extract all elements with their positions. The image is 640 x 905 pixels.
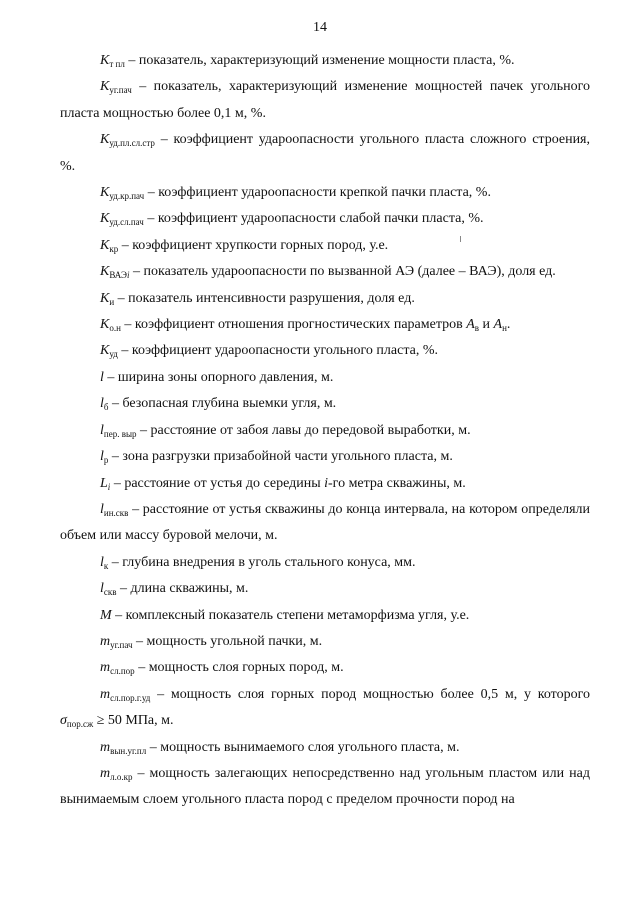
symbol: m xyxy=(100,633,111,649)
symbol-subscript: сл.пор.г.уд xyxy=(110,692,151,703)
symbol: m xyxy=(100,765,111,781)
definition-text: – коэффициент удароопасности крепкой пачки пласта, %. xyxy=(144,185,491,201)
list-item xyxy=(60,418,590,444)
symbol-subscript: к xyxy=(103,560,109,571)
definition-text: – показатель удароопасности по вызванной АЭ (далее – ВАЭ), доля ед. xyxy=(129,264,556,280)
list-item xyxy=(60,74,590,127)
symbol: l xyxy=(100,501,104,517)
symbol-subscript: пер. выр xyxy=(103,428,137,439)
symbol: l xyxy=(100,581,104,597)
list-item xyxy=(60,576,590,602)
symbol-subscript: уд.сл.пач xyxy=(109,217,144,228)
symbol-subscript: уг.пач xyxy=(110,639,133,650)
symbol: K xyxy=(100,79,110,95)
parameter-symbol: A xyxy=(493,317,503,333)
definition-text: – расстояние от забоя лавы до передовой выработки, м. xyxy=(136,422,471,438)
list-item xyxy=(60,312,590,338)
definition-text: и xyxy=(479,317,494,333)
list-item xyxy=(60,365,590,391)
list-item xyxy=(60,471,590,497)
symbol: K xyxy=(100,185,110,201)
list-item xyxy=(60,180,590,206)
definition-text: -го метра скважины, м. xyxy=(328,475,466,491)
list-item xyxy=(60,259,590,285)
symbol-subscript: л.о.кр xyxy=(110,771,133,782)
definition-text: – расстояние от устья скважины до конца интервала, на котором определяли объем или массу буровой мелочи, м. xyxy=(60,501,590,544)
list-item xyxy=(60,48,590,74)
list-item xyxy=(60,735,590,761)
definition-text: – расстояние от устья до середины xyxy=(110,475,325,491)
symbol: l xyxy=(100,369,104,385)
definition-text: . xyxy=(506,317,511,333)
symbol-subscript: о.н xyxy=(109,323,121,334)
index-variable: i xyxy=(324,475,329,491)
definition-text: – коэффициент удароопасности угольного пласта сложного строения, %. xyxy=(60,132,590,174)
definition-text: – коэффициент отношения прогностических параметров xyxy=(120,317,467,333)
symbol-subscript-index: i xyxy=(127,270,130,281)
list-item xyxy=(60,391,590,417)
symbol-subscript: уд xyxy=(109,349,118,360)
symbol-subscript-index: i xyxy=(107,481,111,492)
parameter-symbol: A xyxy=(466,317,475,333)
list-item xyxy=(60,655,590,681)
symbol: K xyxy=(100,53,110,68)
symbol: m xyxy=(100,660,111,676)
list-item xyxy=(60,761,590,814)
symbol-subscript: и xyxy=(109,296,115,307)
list-item xyxy=(60,550,590,576)
symbol-subscript: скв xyxy=(103,587,117,598)
symbol: m xyxy=(100,739,111,755)
definition-text: – мощность угольной пачки, м. xyxy=(132,633,323,649)
symbol: K xyxy=(100,317,110,333)
symbol-subscript: р xyxy=(103,455,109,466)
symbol-list xyxy=(60,48,590,814)
symbol-subscript: кр xyxy=(109,243,119,254)
definition-text: – безопасная глубина выемки угля, м. xyxy=(108,396,337,412)
symbol: l xyxy=(100,449,104,465)
definition-text: – мощность вынимаемого слоя угольного пласта, м. xyxy=(146,739,460,755)
symbol: K xyxy=(100,237,110,253)
symbol-subscript: уд.пл.сл.стр xyxy=(109,138,155,149)
definition-text: – показатель, характеризующий изменение мощности пласта, %. xyxy=(124,53,515,68)
definition-text: – показатель, характеризующий изменение мощностей пачек угольного пласта мощностью более 0,1 м, %. xyxy=(60,79,590,121)
sigma-subscript: пор.сж xyxy=(66,719,94,730)
symbol: l xyxy=(100,422,104,438)
definition-text: – глубина внедрения в уголь стального конуса, мм. xyxy=(108,554,416,570)
definition-text: – коэффициент удароопасности угольного пласта, %. xyxy=(117,343,438,359)
symbol: K xyxy=(100,343,110,359)
symbol-subscript: сл.пор xyxy=(110,666,135,677)
list-item xyxy=(60,206,590,232)
list-item xyxy=(60,497,590,550)
symbol-subscript: уд.кр.пач xyxy=(109,191,145,202)
definition-text: – мощность слоя горных пород, м. xyxy=(134,660,344,676)
list-item xyxy=(60,233,590,259)
list-item xyxy=(60,338,590,364)
definition-text: – длина скважины, м. xyxy=(116,581,249,597)
parameter-subscript: н xyxy=(502,323,507,334)
definition-text: – комплексный показатель степени метаморфизма угля, у.е. xyxy=(111,607,470,623)
definition-text: – коэффициент удароопасности слабой пачки пласта, %. xyxy=(143,211,484,227)
symbol-subscript: т пл xyxy=(109,59,125,69)
definition-text: ≥ 50 МПа, м. xyxy=(93,713,174,729)
symbol-subscript: ин.скв xyxy=(103,507,129,518)
list-item xyxy=(60,127,590,180)
list-item xyxy=(60,444,590,470)
list-item xyxy=(60,286,590,312)
sigma-symbol: σ xyxy=(60,713,67,729)
definition-text: – зона разгрузки призабойной части угольного пласта, м. xyxy=(108,449,453,465)
definition-text: – ширина зоны опорного давления, м. xyxy=(103,369,334,385)
page-number: 14 xyxy=(313,20,327,35)
symbol: K xyxy=(100,264,110,280)
definition-text: – показатель интенсивности разрушения, доля ед. xyxy=(114,290,415,306)
symbol: m xyxy=(100,686,111,702)
list-item xyxy=(60,629,590,655)
symbol: l xyxy=(100,396,104,412)
parameter-subscript: в xyxy=(474,323,480,334)
definition-text: – мощность залегающих непосредственно над угольным пластом или над вынимаемым слоем угольного пласта пород с пределом прочности пород на xyxy=(60,765,590,808)
symbol: K xyxy=(100,290,110,306)
symbol-subscript: уг.пач xyxy=(109,85,132,96)
symbol: l xyxy=(100,554,104,570)
symbol: L xyxy=(100,475,108,491)
symbol: M xyxy=(100,607,112,623)
list-item xyxy=(60,682,590,735)
symbol: K xyxy=(100,211,110,227)
definition-text: – мощность слоя горных пород мощностью более 0,5 м, у которого xyxy=(150,686,590,702)
symbol: K xyxy=(100,132,110,148)
symbol-subscript: вын.уг.пл xyxy=(110,745,147,756)
scan-mark xyxy=(460,236,461,242)
symbol-subscript: ВАЭ xyxy=(109,270,127,281)
definition-text: – коэффициент хрупкости горных пород, у.е. xyxy=(118,237,389,253)
list-item xyxy=(60,603,590,629)
symbol-subscript: б xyxy=(103,402,109,413)
